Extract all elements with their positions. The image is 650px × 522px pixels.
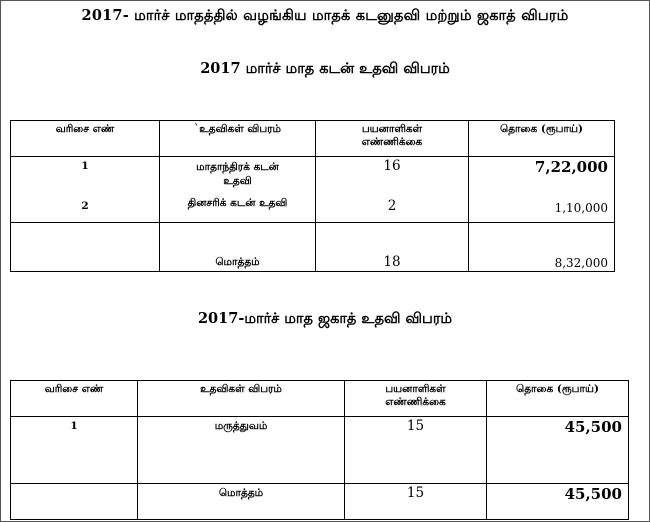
loan-table-header: [11, 121, 615, 157]
loan-total-row: [11, 223, 615, 272]
zakat-section-heading: 2017-மார்ச் மாத ஜகாத் உதவி விபரம்: [197, 310, 453, 327]
loan-row-1-desc: மாதாந்திரக் கடன் உதவி: [196, 161, 279, 187]
zakat-col-amount: தொகை (ரூபாய்): [487, 381, 629, 417]
loan-row-2-count: 2: [387, 198, 397, 214]
table-row: [11, 157, 615, 223]
zakat-row-1-amount: 45,500: [487, 417, 629, 484]
loan-total-amount: 8,32,000: [469, 223, 615, 272]
loan-row-1-count: 16: [383, 158, 401, 174]
loan-row-2-sno: 2: [81, 200, 89, 212]
loan-col-desc: `உதவிகள் விபரம்: [160, 121, 316, 157]
table-row: [11, 417, 629, 484]
loan-row-1-sno: 1: [81, 160, 89, 172]
document-title: 2017- மார்ச் மாதத்தில் வழங்கிய மாதக் கடனுதவி மற்றும் ஜகாத் விபரம்: [81, 7, 569, 24]
zakat-total-count: 15: [345, 484, 487, 520]
loan-total-label: மொத்தம்: [160, 223, 316, 272]
loan-row-2-amount: 1,10,000: [554, 201, 608, 215]
loan-table: [10, 120, 615, 272]
zakat-col-count: பயனாளிகள் எண்ணிக்கை: [345, 381, 487, 417]
zakat-row-1-desc: மருத்துவம்: [138, 417, 345, 484]
zakat-table: [10, 380, 629, 520]
zakat-row-1-sno: 1: [11, 417, 138, 484]
zakat-total-label: மொத்தம்: [138, 484, 345, 520]
zakat-total-amount: 45,500: [487, 484, 629, 520]
zakat-row-1-count: 15: [345, 417, 487, 484]
loan-row-2-desc: தினசரிக் கடன் உதவி: [187, 197, 288, 209]
loan-section-heading: 2017 மார்ச் மாத கடன் உதவி விபரம்: [200, 60, 450, 77]
loan-col-amount: தொகை (ரூபாய்): [469, 121, 615, 157]
loan-row-1-amount: 7,22,000: [534, 158, 608, 176]
zakat-table-header: [11, 381, 629, 417]
loan-col-count: பயனாளிகள் எண்ணிக்கை: [316, 121, 469, 157]
loan-col-sno: வரிசை எண்: [11, 121, 160, 157]
zakat-col-sno: வரிசை எண்: [11, 381, 138, 417]
loan-total-count: 18: [316, 223, 469, 272]
zakat-col-desc: உதவிகள் விபரம்: [138, 381, 345, 417]
zakat-total-row: [11, 484, 629, 520]
